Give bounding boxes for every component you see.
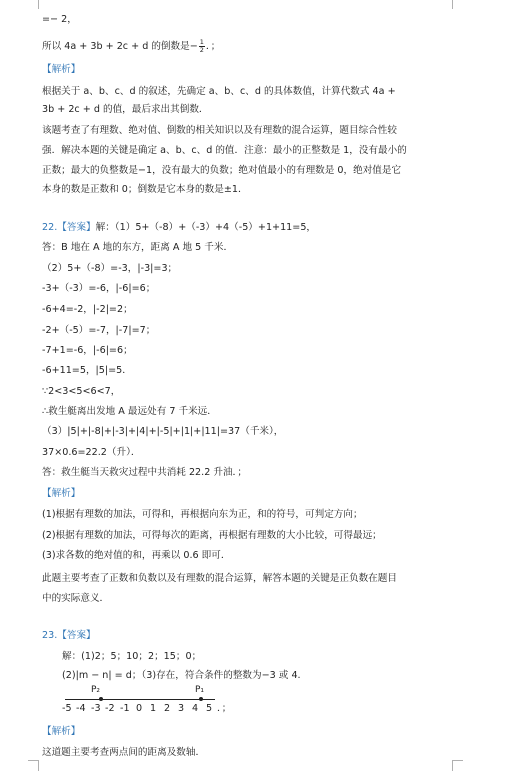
s21-line-top: =− 2， <box>42 14 77 25</box>
s22-line-6: -2+（-5）=-7，|-7|=7； <box>42 325 156 336</box>
s23-answer-label: 23.【答案】 <box>42 630 96 641</box>
tick-label: 2 <box>164 703 171 714</box>
s23-analysis-line-1: 这道题主要考查两点间的距离及数轴． <box>42 747 206 758</box>
s23-line-2: (2)|m − n| = d；（3)存在，符合条件的整数为−3 或 4. <box>62 670 301 681</box>
s22-analysis-line-1: (1)根据有理数的加法，可得和，再根据向东为正，和的符号，可判定方向； <box>42 509 363 520</box>
s22-analysis-line-2: (2)根据有理数的加法，可得每次的距离，再根据有理数的大小比较，可得最远； <box>42 530 382 541</box>
s22-line-10: ∴救生艇离出发地 A 最远处有 7 千米远． <box>42 406 217 417</box>
s21-reciprocal-prefix: 所以 4a + 3b + 2c + d 的倒数是− <box>42 41 198 52</box>
s22-analysis-line-3: (3)求各数的绝对值的和，再乘以 0.6 即可． <box>42 550 231 561</box>
point-p2-label: P₂ <box>91 685 101 695</box>
point-p1-label: P₁ <box>195 685 205 695</box>
s21-analysis-line-4: 强．解决本题的关键是确定 a、b、c、d 的值．注意：最小的正整数是 1，没有最小的 <box>42 145 407 156</box>
s23-line-1: 解：(1)2；5；10；2；15；0； <box>62 651 202 662</box>
number-line-axis <box>65 699 215 700</box>
s22-analysis-label: 【解析】 <box>42 488 81 499</box>
s22-line-3: （2）5+（-8）=-3，|-3|=3； <box>42 263 178 274</box>
tick-label: 4 <box>192 703 199 714</box>
s22-answer-label: 22.【答案】 <box>42 222 96 233</box>
tick-label: -2 <box>105 703 115 714</box>
tick-label: 5 <box>206 703 213 714</box>
tick-label: 3 <box>178 703 185 714</box>
s21-analysis-line-1: 根据关于 a、b、c、d 的叙述，先确定 a、b、c、d 的具体数值，计算代数式 4a + <box>42 86 396 97</box>
fraction-denominator: 2 <box>199 45 204 54</box>
tick-label: -4 <box>76 703 86 714</box>
s22-line-5: -6+4=-2，|-2|=2； <box>42 304 133 315</box>
s21-analysis-line-3: 该题考查了有理数、绝对值、倒数的相关知识以及有理数的混合运算，题目综合性较 <box>42 125 397 136</box>
s21-analysis-line-6: 本身的数是正数和 0；倒数是它本身的数是±1． <box>42 184 248 195</box>
s22-line-2: 答：B 地在 A 地的东方，距离 A 地 5 千米． <box>42 242 234 253</box>
fraction-one-half <box>199 39 205 53</box>
tick-label: -1 <box>120 703 130 714</box>
s22-line-1: 解：（1）5+（-8）+（-3）+4（-5）+1+11=5， <box>95 222 317 233</box>
s22-line-9: ∵2<3<5<6<7， <box>42 386 121 397</box>
s22-answer-line-1 <box>42 222 316 234</box>
crop-mark-bottom-right <box>452 760 463 771</box>
point-p2-dot <box>99 697 103 701</box>
fraction-numerator: 1 <box>199 38 204 46</box>
s21-analysis-line-5: 正数；最大的负整数是−1，没有最大的负数；绝对值最小的有理数是 0，绝对值是它 <box>42 165 402 176</box>
tick-label: 1 <box>150 703 157 714</box>
s22-line-12: 37×0.6=22.2（升）． <box>42 447 141 458</box>
s21-analysis-line-2: 3b + 2c + d 的值，最后求出其倒数． <box>42 104 209 115</box>
crop-mark-bottom-left <box>28 760 39 771</box>
s22-line-7: -7+1=-6，|-6|=6； <box>42 345 133 356</box>
s22-line-13: 答：救生艇当天救灾过程中共消耗 22.2 升油．； <box>42 467 247 478</box>
tick-label: 0 <box>136 703 143 714</box>
s22-line-4: -3+（-3）=-6，|-6|=6； <box>42 283 156 294</box>
s23-analysis-label: 【解析】 <box>42 726 81 737</box>
crop-mark-top-right <box>452 0 463 9</box>
tick-label: -5 <box>62 703 72 714</box>
crop-mark-top-left <box>28 0 39 9</box>
s22-analysis-line-4: 此题主要考查了正数和负数以及有理数的混合运算，解答本题的关键是正负数在题目 <box>42 573 397 584</box>
number-line-suffix: ．； <box>217 703 232 714</box>
number-line-ticks <box>62 703 222 715</box>
s21-analysis-label: 【解析】 <box>42 64 81 75</box>
s21-reciprocal-line <box>42 39 220 53</box>
s22-line-11: （3）|5|+|-8|+|-3|+|4|+|-5|+|1|+|11|=37（千米）， <box>42 426 284 437</box>
tick-label: -3 <box>91 703 101 714</box>
s22-analysis-line-5: 中的实际意义． <box>42 593 110 604</box>
s22-line-8: -6+11=5，|5|=5． <box>42 365 132 376</box>
s21-reciprocal-suffix: ．； <box>205 41 221 52</box>
point-p1-dot <box>199 697 203 701</box>
